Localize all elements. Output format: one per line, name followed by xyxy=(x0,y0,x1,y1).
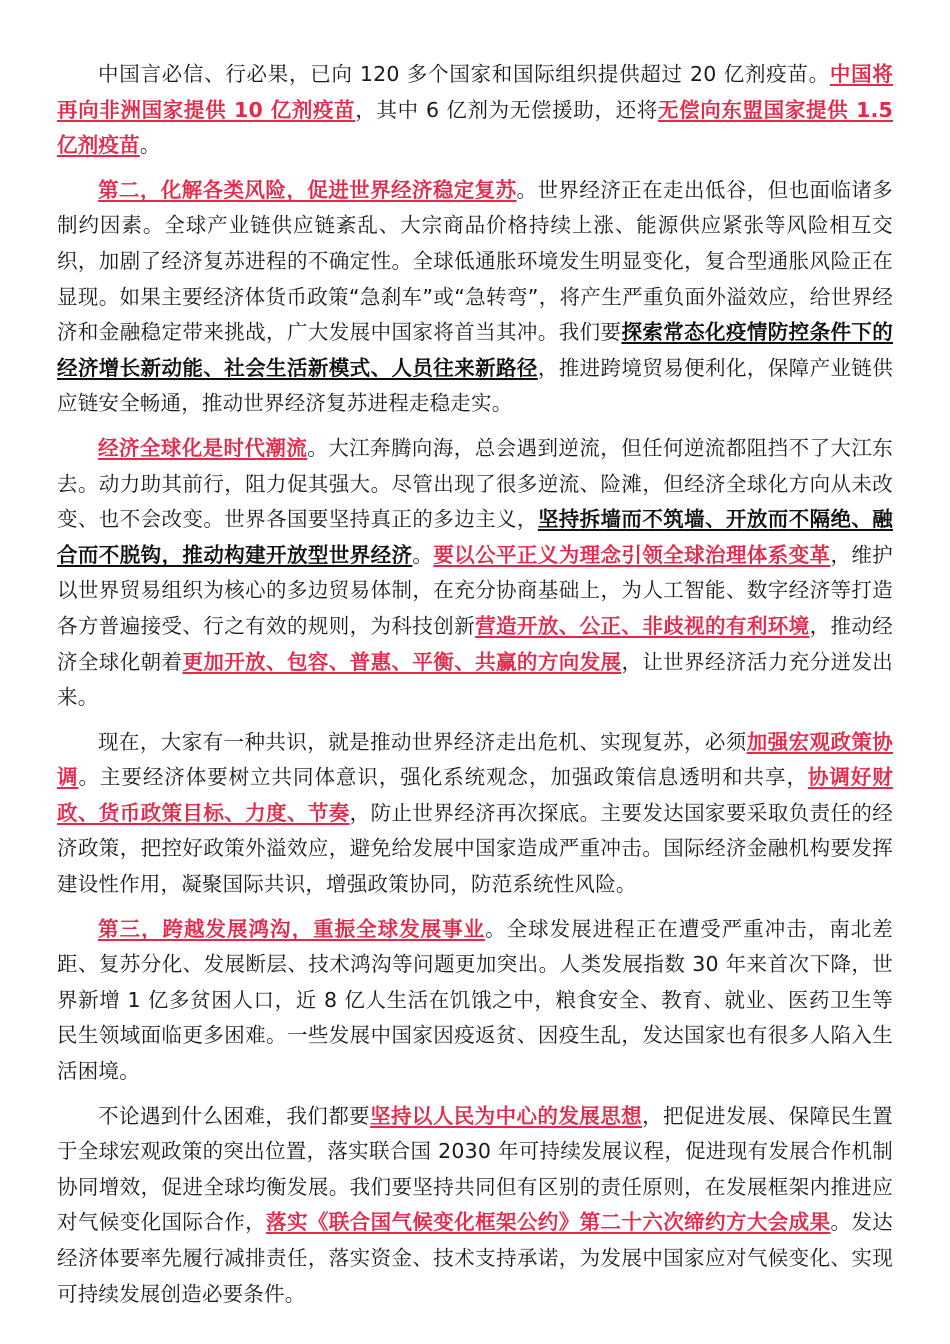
body-text: ，让世界经济活力充分迸发出来。 xyxy=(57,649,893,710)
paragraph xyxy=(57,431,893,716)
body-text: 。世界经济正在走出低谷，但也面临诸多制约因素。全球产业链供应链紊乱、大宗商品价格持续上涨、能源供应紧张等风险相互交织，加剧了经济复苏进程的不确定性。全球低通胀环境发生明显变化，复合型通胀风险正在显现。如果主要经济体货币政策“急刹车”或“急转弯”，将产生严重负面外溢效应，给世界经济和金融稳定带来挑战，广大发展中国家将首当其冲。我们要 xyxy=(57,177,894,345)
emphasized-text: 要以公平正义为理念引领全球治理体系变革 xyxy=(433,542,831,567)
emphasized-text: 坚持拆墙而不筑墙、开放而不隔绝、融合而不脱钩，推动构建开放型世界经济 xyxy=(57,507,893,567)
paragraph xyxy=(57,1099,893,1313)
body-text: 现在，大家有一种共识，就是推动世界经济走出危机、实现复苏，必须 xyxy=(98,729,747,754)
body-text: ，防止世界经济再次探底。主要发达国家要采取负责任的经济政策，把控好政策外溢效应，避免给发展中国家造成严重冲击。国际经济金融机构要发挥建设性作用，凝聚国际共识，增强政策协同，防范系统性风险。 xyxy=(57,800,893,897)
emphasized-text: 更加开放、包容、普惠、平衡、共赢的方向发展 xyxy=(182,649,622,674)
emphasized-text: 协调好财政、货币政策目标、力度、节奏 xyxy=(57,765,893,825)
body-text: 。主要经济体要树立共同体意识，强化系统观念，加强政策信息透明和共享， xyxy=(78,765,808,790)
emphasized-text: 落实《联合国气候变化框架公约》第二十六次缔约方大会成果 xyxy=(266,1210,831,1235)
body-text: 不论遇到什么困难，我们都要 xyxy=(98,1103,371,1128)
body-text: 。 xyxy=(412,542,434,567)
body-text: ，把促进发展、保障民生置于全球宏观政策的突出位置，落实联合国 2030 年可持续发展议程，促进现有发展合作机制协同增效，促进全球均衡发展。我们要坚持共同但有区别的责任原则，在发展框架内推进应对气候变化国际合作， xyxy=(57,1103,893,1235)
emphasized-text: 探索常态化疫情防控条件下的经济增长新动能、社会生活新模式、人员往来新路径 xyxy=(57,320,893,380)
emphasized-text: 坚持以人民为中心的发展思想 xyxy=(370,1103,643,1128)
emphasized-text: 第三，跨越发展鸿沟，重振全球发展事业 xyxy=(98,916,486,941)
body-text: 中国言必信、行必果，已向 120 多个国家和国际组织提供超过 20 亿剂疫苗。 xyxy=(98,62,830,86)
body-text: 。 xyxy=(139,133,161,158)
document-body xyxy=(57,57,893,1321)
emphasized-text: 经济全球化是时代潮流 xyxy=(98,435,308,460)
paragraph xyxy=(57,57,893,164)
body-text: 。大江奔腾向海，总会遇到逆流，但任何逆流都阻挡不了大江东去。动力助其前行，阻力促其强大。尽管出现了很多逆流、险滩，但经济全球化方向从未改变、也不会改变。世界各国要坚持真正的多边主义， xyxy=(57,435,894,532)
body-text: ，推动经济全球化朝着 xyxy=(57,613,893,674)
emphasized-text: 中国将再向非洲国家提供 10 亿剂疫苗 xyxy=(57,62,894,122)
paragraph xyxy=(57,912,893,1090)
body-text: 。发达经济体要率先履行减排责任，落实资金、技术支持承诺，为发展中国家应对气候变化、实现可持续发展创造必要条件。 xyxy=(57,1210,893,1306)
emphasized-text: 无偿向东盟国家提供 1.5 亿剂疫苗 xyxy=(57,97,893,158)
emphasized-text: 营造开放、公正、非歧视的有利环境 xyxy=(475,613,810,638)
body-text: ，维护以世界贸易组织为核心的多边贸易体制，在充分协商基础上，为人工智能、数字经济等打造各方普遍接受、行之有效的规则，为科技创新 xyxy=(57,542,893,638)
paragraph xyxy=(57,173,893,422)
body-text: 。全球发展进程正在遭受严重冲击，南北差距、复苏分化、发展断层、技术鸿沟等问题更加突出。人类发展指数 30 年来首次下降，世界新增 1 亿多贫困人口，近 8 亿人生活在饥饿之中，粮食安全、教育、就业、医药卫生等民生领域面临更多困难。一些发展中国家因疫返贫、因疫生乱，发达国家也有很多人陷入生活困境。 xyxy=(57,916,893,1084)
emphasized-text: 第二，化解各类风险，促进世界经济稳定复苏 xyxy=(98,177,517,202)
paragraph xyxy=(57,725,893,903)
emphasized-text: 加强宏观政策协调 xyxy=(57,729,893,790)
body-text: ，推进跨境贸易便利化，保障产业链供应链安全畅通，推动世界经济复苏进程走稳走实。 xyxy=(57,355,893,416)
body-text: ，其中 6 亿剂为无偿援助，还将 xyxy=(355,97,658,122)
